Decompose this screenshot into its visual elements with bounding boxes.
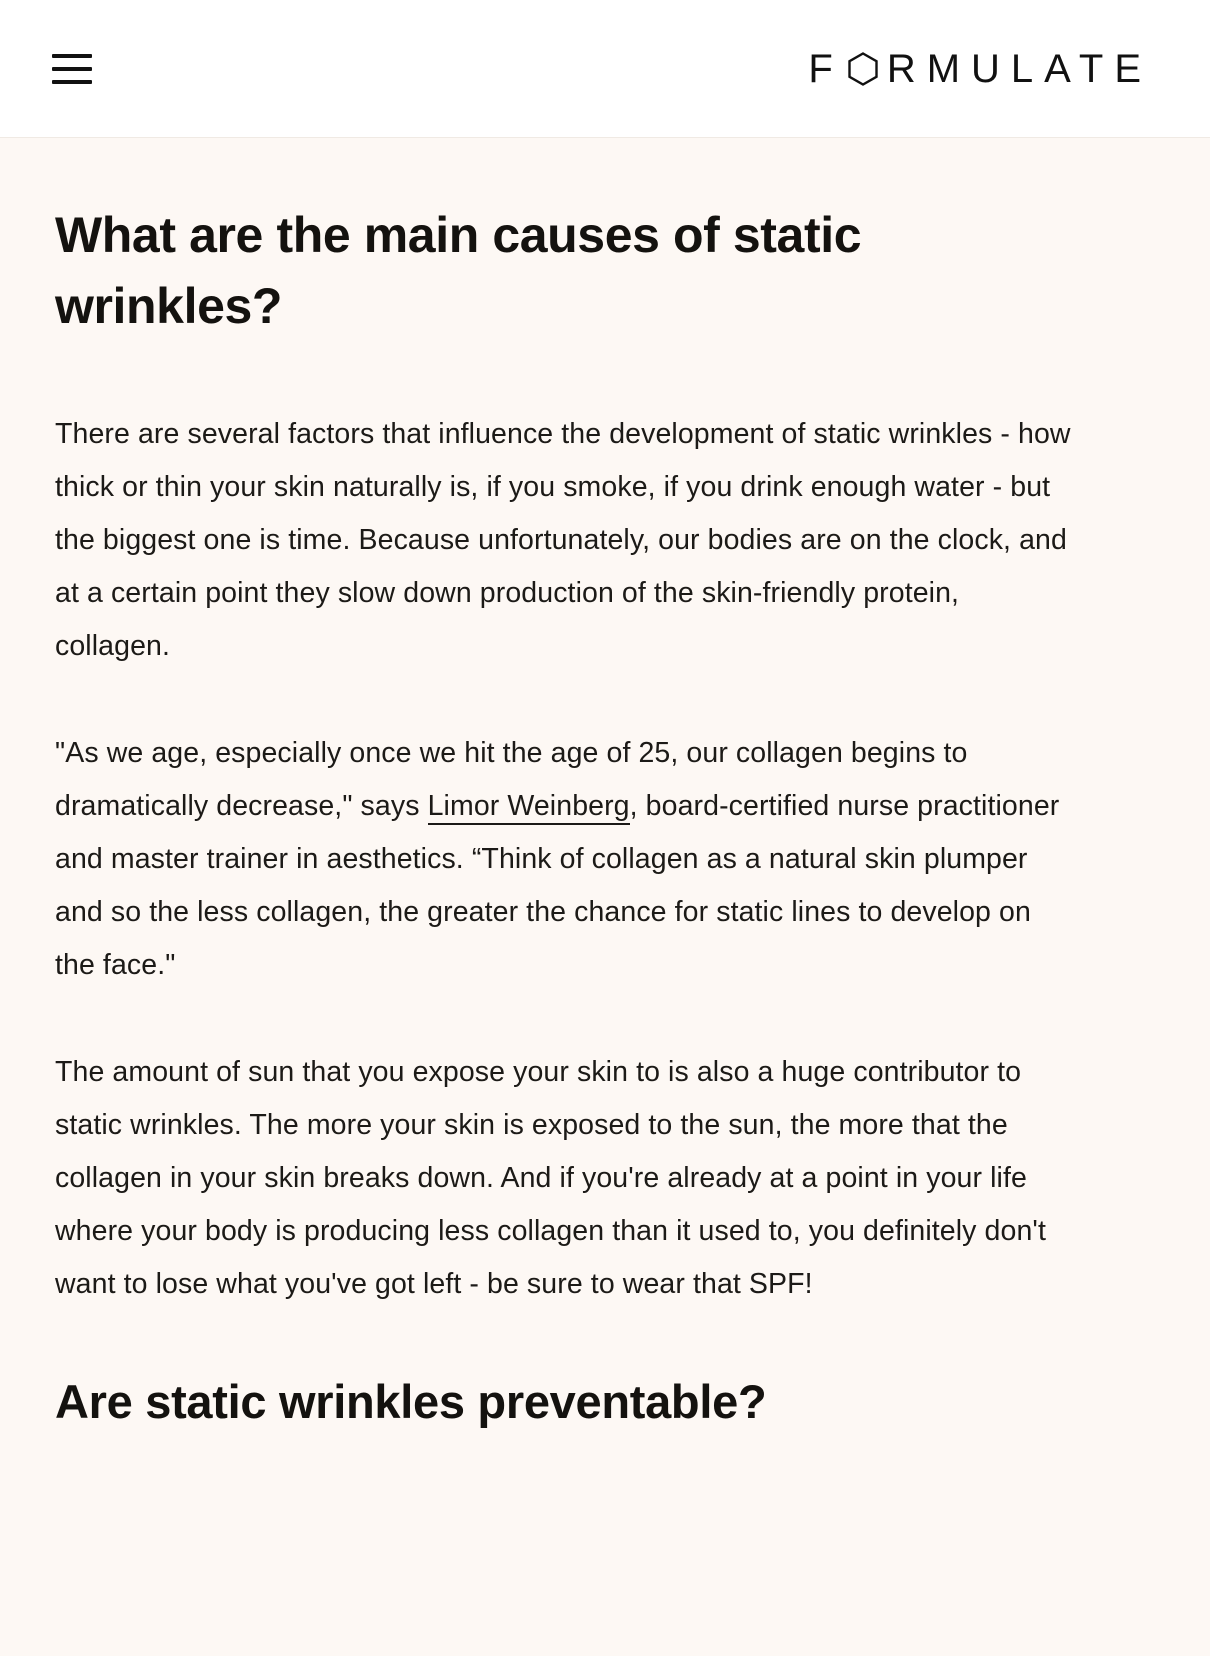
limor-weinberg-link[interactable]: Limor Weinberg xyxy=(428,790,630,825)
brand-letters-rmulate: RMULATE xyxy=(886,46,1152,91)
paragraph-3: The amount of sun that you expose your skin to is also a huge contributor to static wrinkles. The more your skin is exposed to the sun, the more that the collagen in your skin breaks down. And if you're already at a point in your life where your body is producing less collagen than it used to, you definitely don't want to lose what you've got left - be sure to wear that SPF! xyxy=(55,1056,1046,1300)
paragraph-2 xyxy=(55,727,1075,992)
site-header xyxy=(0,0,1210,138)
page-title: What are the main causes of static wrinkles? xyxy=(55,207,862,334)
menu-bar-bottom xyxy=(52,80,92,84)
menu-bar-middle xyxy=(52,67,92,71)
article-body xyxy=(0,138,1130,1432)
brand-logo[interactable] xyxy=(808,46,1152,91)
hexagon-o-icon xyxy=(846,49,880,89)
brand-letter-f: F xyxy=(808,46,844,91)
paragraph-1: There are several factors that influence the development of static wrinkles - how thick or thin your skin naturally is, if you smoke, if you drink enough water - but the biggest one is time. Because unfortunately, our bodies are on the clock, and at a certain point they slow down production of the skin-friendly protein, collagen. xyxy=(55,418,1071,662)
section-heading-preventable: Are static wrinkles preventable? xyxy=(55,1375,767,1428)
menu-bar-top xyxy=(52,54,92,58)
quote-after-link: , board-certified nurse practitioner and master trainer in aesthetics. “Think of collagen as a natural skin plumper and so the less collagen, the greater the chance for static lines to develop on the face." xyxy=(55,790,1060,981)
quote-before-link: "As we age, especially once we hit the age of 25, our collagen begins to dramatically decrease," says xyxy=(55,737,968,822)
hamburger-menu-icon[interactable] xyxy=(52,54,92,84)
